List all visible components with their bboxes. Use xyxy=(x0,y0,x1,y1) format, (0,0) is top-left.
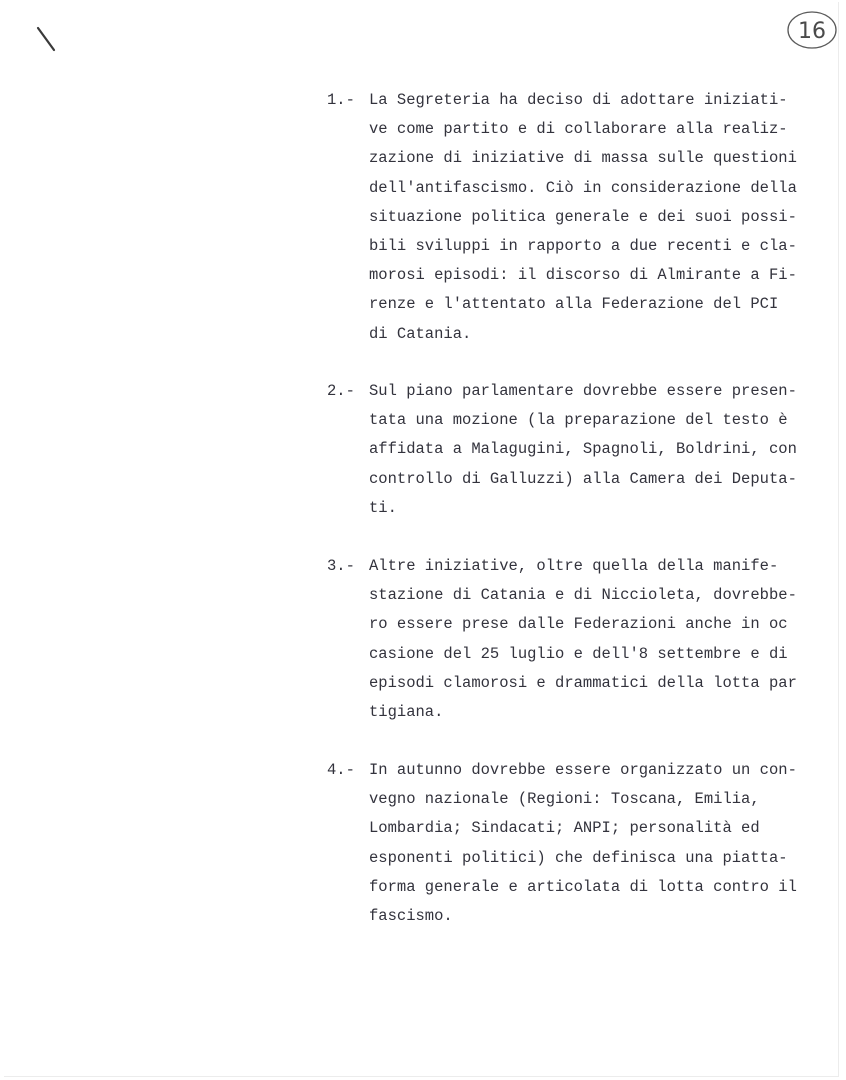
text-line: esponenti politici) che definisca una piatta- xyxy=(369,848,788,867)
item-number: 1.- xyxy=(327,91,355,109)
item-number: 2.- xyxy=(327,382,355,400)
item-text xyxy=(369,756,829,931)
text-line: di Catania. xyxy=(369,324,472,343)
page-number-text: 16 xyxy=(798,19,826,44)
text-line: episodi clamorosi e drammatici della lotta par xyxy=(369,673,797,692)
text-line: situazione politica generale e dei suoi possi- xyxy=(369,207,797,226)
text-line: Sul piano parlamentare dovrebbe essere presen- xyxy=(369,382,797,400)
text-line: In autunno dovrebbe essere organizzato un con- xyxy=(369,761,797,779)
handwritten-backslash-mark xyxy=(34,24,60,54)
text-line: tata una mozione (la preparazione del testo è xyxy=(369,411,788,430)
text-line: casione del 25 luglio e dell'8 settembre e di xyxy=(369,644,788,663)
text-line: dell'antifascismo. Ciò in considerazione della xyxy=(369,178,797,197)
text-line: La Segreteria ha deciso di adottare iniziati- xyxy=(369,91,788,109)
text-line: renze e l'attentato alla Federazione del PCI xyxy=(369,295,779,314)
item-text xyxy=(369,552,829,727)
text-line: Lombardia; Sindacati; ANPI; personalità ed xyxy=(369,819,760,838)
text-line: controllo di Galluzzi) alla Camera dei Deputa- xyxy=(369,469,797,488)
text-line: ro essere prese dalle Federazioni anche in oc xyxy=(369,615,788,634)
item-text xyxy=(369,86,829,349)
text-line: forma generale e articolata di lotta contro il xyxy=(369,877,797,896)
text-line: bili sviluppi in rapporto a due recenti e cla- xyxy=(369,236,797,255)
text-line: Altre iniziative, oltre quella della manife- xyxy=(369,557,779,575)
item-number: 3.- xyxy=(327,557,355,575)
text-line: zazione di iniziative di massa sulle questioni xyxy=(369,149,797,168)
text-line: ve come partito e di collaborare alla realiz- xyxy=(369,120,788,139)
text-line: tigiana. xyxy=(369,702,444,721)
text-line: morosi episodi: il discorso di Almirante a Fi- xyxy=(369,266,797,285)
text-line: affidata a Malagugini, Spagnoli, Boldrini, con xyxy=(369,440,797,459)
text-line: stazione di Catania e di Niccioleta, dovrebbe- xyxy=(369,586,797,605)
text-line: fascismo. xyxy=(369,906,453,925)
text-line: ti. xyxy=(369,498,397,517)
item-number: 4.- xyxy=(327,761,355,779)
handwritten-page-number xyxy=(784,8,840,52)
document-page xyxy=(4,2,839,1077)
text-line: vegno nazionale (Regioni: Toscana, Emilia, xyxy=(369,790,760,809)
item-text xyxy=(369,377,829,523)
